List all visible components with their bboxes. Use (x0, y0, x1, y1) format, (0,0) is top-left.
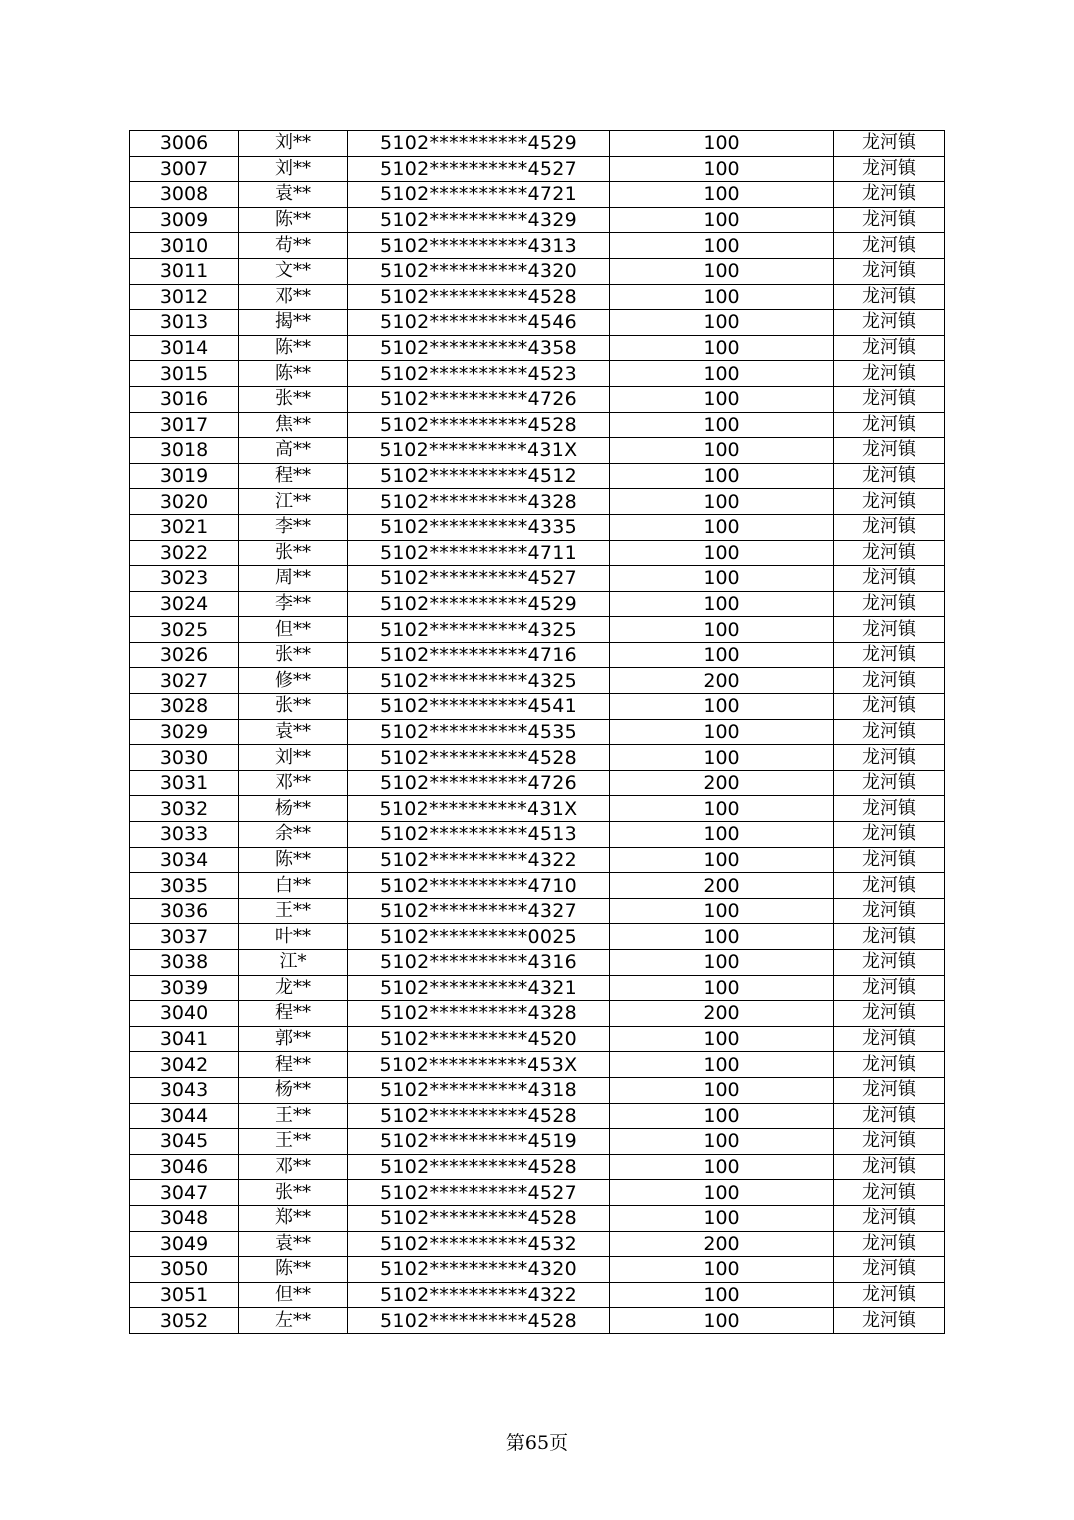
serial-number-cell: 3026 (130, 642, 239, 668)
page-number: 第65页 (505, 1432, 569, 1454)
table-row (130, 719, 945, 745)
town-cell: 龙河镇 (834, 694, 945, 720)
id-number-cell: 5102**********4328 (348, 489, 610, 515)
serial-number-cell: 3046 (130, 1154, 239, 1180)
serial-number-cell: 3051 (130, 1282, 239, 1308)
id-number-cell: 5102**********4329 (348, 207, 610, 233)
town-cell: 龙河镇 (834, 566, 945, 592)
amount-cell: 100 (610, 745, 834, 771)
serial-number-cell: 3015 (130, 361, 239, 387)
town-cell: 龙河镇 (834, 131, 945, 157)
town-cell: 龙河镇 (834, 514, 945, 540)
town-cell: 龙河镇 (834, 361, 945, 387)
table-row (130, 438, 945, 464)
table-row (130, 258, 945, 284)
amount-cell: 100 (610, 924, 834, 950)
table-row (130, 591, 945, 617)
amount-cell: 100 (610, 950, 834, 976)
amount-cell: 100 (610, 1180, 834, 1206)
amount-cell: 200 (610, 668, 834, 694)
id-number-cell: 5102**********4528 (348, 1308, 610, 1334)
name-cell: 江** (239, 489, 348, 515)
id-number-cell: 5102**********4335 (348, 514, 610, 540)
serial-number-cell: 3037 (130, 924, 239, 950)
id-number-cell: 5102**********4541 (348, 694, 610, 720)
serial-number-cell: 3024 (130, 591, 239, 617)
amount-cell: 100 (610, 540, 834, 566)
id-number-cell: 5102**********4527 (348, 156, 610, 182)
name-cell: 杨** (239, 796, 348, 822)
serial-number-cell: 3007 (130, 156, 239, 182)
amount-cell: 100 (610, 233, 834, 259)
name-cell: 苟** (239, 233, 348, 259)
table-row (130, 386, 945, 412)
name-cell: 张** (239, 642, 348, 668)
name-cell: 程** (239, 1052, 348, 1078)
table-row (130, 182, 945, 208)
table-row (130, 1282, 945, 1308)
id-number-cell: 5102**********4322 (348, 1282, 610, 1308)
amount-cell: 200 (610, 873, 834, 899)
serial-number-cell: 3033 (130, 822, 239, 848)
town-cell: 龙河镇 (834, 719, 945, 745)
town-cell: 龙河镇 (834, 463, 945, 489)
table-row (130, 1077, 945, 1103)
amount-cell: 100 (610, 591, 834, 617)
town-cell: 龙河镇 (834, 1077, 945, 1103)
amount-cell: 100 (610, 489, 834, 515)
table-row (130, 489, 945, 515)
roster-table (129, 130, 945, 1334)
table-row (130, 1129, 945, 1155)
town-cell: 龙河镇 (834, 1026, 945, 1052)
name-cell: 揭** (239, 310, 348, 336)
table-row (130, 668, 945, 694)
amount-cell: 100 (610, 566, 834, 592)
name-cell: 修** (239, 668, 348, 694)
name-cell: 程** (239, 1001, 348, 1027)
table-row (130, 617, 945, 643)
table-row (130, 822, 945, 848)
table-row (130, 847, 945, 873)
serial-number-cell: 3030 (130, 745, 239, 771)
id-number-cell: 5102**********4327 (348, 898, 610, 924)
amount-cell: 100 (610, 1103, 834, 1129)
name-cell: 刘** (239, 131, 348, 157)
table-row (130, 1001, 945, 1027)
table-row (130, 156, 945, 182)
serial-number-cell: 3028 (130, 694, 239, 720)
id-number-cell: 5102**********4726 (348, 770, 610, 796)
serial-number-cell: 3006 (130, 131, 239, 157)
serial-number-cell: 3039 (130, 975, 239, 1001)
town-cell: 龙河镇 (834, 489, 945, 515)
name-cell: 张** (239, 386, 348, 412)
name-cell: 邓** (239, 770, 348, 796)
id-number-cell: 5102**********4316 (348, 950, 610, 976)
town-cell: 龙河镇 (834, 745, 945, 771)
town-cell: 龙河镇 (834, 975, 945, 1001)
id-number-cell: 5102**********4528 (348, 745, 610, 771)
amount-cell: 100 (610, 438, 834, 464)
serial-number-cell: 3023 (130, 566, 239, 592)
name-cell: 但** (239, 1282, 348, 1308)
town-cell: 龙河镇 (834, 950, 945, 976)
name-cell: 张** (239, 694, 348, 720)
town-cell: 龙河镇 (834, 182, 945, 208)
serial-number-cell: 3038 (130, 950, 239, 976)
serial-number-cell: 3021 (130, 514, 239, 540)
amount-cell: 100 (610, 386, 834, 412)
table-row (130, 1103, 945, 1129)
id-number-cell: 5102**********4313 (348, 233, 610, 259)
id-number-cell: 5102**********4318 (348, 1077, 610, 1103)
amount-cell: 200 (610, 1001, 834, 1027)
name-cell: 江* (239, 950, 348, 976)
id-number-cell: 5102**********4528 (348, 412, 610, 438)
town-cell: 龙河镇 (834, 310, 945, 336)
serial-number-cell: 3027 (130, 668, 239, 694)
table-row (130, 694, 945, 720)
amount-cell: 100 (610, 310, 834, 336)
serial-number-cell: 3014 (130, 335, 239, 361)
name-cell: 邓** (239, 284, 348, 310)
table-row (130, 1231, 945, 1257)
serial-number-cell: 3052 (130, 1308, 239, 1334)
name-cell: 郭** (239, 1026, 348, 1052)
amount-cell: 100 (610, 258, 834, 284)
id-number-cell: 5102**********4325 (348, 668, 610, 694)
id-number-cell: 5102**********431X (348, 796, 610, 822)
name-cell: 袁** (239, 719, 348, 745)
name-cell: 王** (239, 1129, 348, 1155)
town-cell: 龙河镇 (834, 1103, 945, 1129)
amount-cell: 100 (610, 719, 834, 745)
town-cell: 龙河镇 (834, 258, 945, 284)
id-number-cell: 5102**********4528 (348, 1154, 610, 1180)
town-cell: 龙河镇 (834, 668, 945, 694)
id-number-cell: 5102**********4520 (348, 1026, 610, 1052)
table-row (130, 745, 945, 771)
id-number-cell: 5102**********4535 (348, 719, 610, 745)
amount-cell: 100 (610, 694, 834, 720)
town-cell: 龙河镇 (834, 591, 945, 617)
town-cell: 龙河镇 (834, 770, 945, 796)
amount-cell: 100 (610, 1154, 834, 1180)
id-number-cell: 5102**********4527 (348, 566, 610, 592)
name-cell: 王** (239, 898, 348, 924)
name-cell: 王** (239, 1103, 348, 1129)
id-number-cell: 5102**********4320 (348, 258, 610, 284)
id-number-cell: 5102**********4322 (348, 847, 610, 873)
serial-number-cell: 3011 (130, 258, 239, 284)
table-row (130, 1154, 945, 1180)
town-cell: 龙河镇 (834, 540, 945, 566)
name-cell: 焦** (239, 412, 348, 438)
table-row (130, 566, 945, 592)
serial-number-cell: 3034 (130, 847, 239, 873)
table-row (130, 1052, 945, 1078)
table-row (130, 1257, 945, 1283)
id-number-cell: 5102**********4721 (348, 182, 610, 208)
id-number-cell: 5102**********4528 (348, 1205, 610, 1231)
serial-number-cell: 3032 (130, 796, 239, 822)
table-row (130, 412, 945, 438)
serial-number-cell: 3016 (130, 386, 239, 412)
town-cell: 龙河镇 (834, 617, 945, 643)
town-cell: 龙河镇 (834, 873, 945, 899)
table-row (130, 924, 945, 950)
town-cell: 龙河镇 (834, 847, 945, 873)
town-cell: 龙河镇 (834, 796, 945, 822)
table-row (130, 463, 945, 489)
serial-number-cell: 3025 (130, 617, 239, 643)
id-number-cell: 5102**********431X (348, 438, 610, 464)
id-number-cell: 5102**********4523 (348, 361, 610, 387)
table-row (130, 975, 945, 1001)
serial-number-cell: 3022 (130, 540, 239, 566)
amount-cell: 100 (610, 361, 834, 387)
name-cell: 文** (239, 258, 348, 284)
amount-cell: 100 (610, 1257, 834, 1283)
amount-cell: 100 (610, 207, 834, 233)
town-cell: 龙河镇 (834, 1129, 945, 1155)
serial-number-cell: 3040 (130, 1001, 239, 1027)
name-cell: 周** (239, 566, 348, 592)
id-number-cell: 5102**********4726 (348, 386, 610, 412)
table-row (130, 950, 945, 976)
amount-cell: 100 (610, 412, 834, 438)
table-row (130, 873, 945, 899)
amount-cell: 100 (610, 822, 834, 848)
amount-cell: 100 (610, 514, 834, 540)
town-cell: 龙河镇 (834, 233, 945, 259)
id-number-cell: 5102**********453X (348, 1052, 610, 1078)
id-number-cell: 5102**********0025 (348, 924, 610, 950)
amount-cell: 100 (610, 1129, 834, 1155)
town-cell: 龙河镇 (834, 1180, 945, 1206)
town-cell: 龙河镇 (834, 1282, 945, 1308)
table-row (130, 131, 945, 157)
table-row (130, 1308, 945, 1334)
id-number-cell: 5102**********4546 (348, 310, 610, 336)
id-number-cell: 5102**********4513 (348, 822, 610, 848)
town-cell: 龙河镇 (834, 642, 945, 668)
serial-number-cell: 3048 (130, 1205, 239, 1231)
town-cell: 龙河镇 (834, 1001, 945, 1027)
table-row (130, 233, 945, 259)
name-cell: 高** (239, 438, 348, 464)
roster-table-body (130, 131, 945, 1334)
table-row (130, 335, 945, 361)
serial-number-cell: 3019 (130, 463, 239, 489)
name-cell: 刘** (239, 745, 348, 771)
serial-number-cell: 3010 (130, 233, 239, 259)
amount-cell: 100 (610, 182, 834, 208)
name-cell: 余** (239, 822, 348, 848)
name-cell: 但** (239, 617, 348, 643)
serial-number-cell: 3041 (130, 1026, 239, 1052)
town-cell: 龙河镇 (834, 412, 945, 438)
table-row (130, 540, 945, 566)
serial-number-cell: 3017 (130, 412, 239, 438)
id-number-cell: 5102**********4527 (348, 1180, 610, 1206)
amount-cell: 200 (610, 770, 834, 796)
town-cell: 龙河镇 (834, 822, 945, 848)
amount-cell: 100 (610, 642, 834, 668)
town-cell: 龙河镇 (834, 1154, 945, 1180)
amount-cell: 100 (610, 847, 834, 873)
amount-cell: 100 (610, 335, 834, 361)
id-number-cell: 5102**********4532 (348, 1231, 610, 1257)
serial-number-cell: 3047 (130, 1180, 239, 1206)
amount-cell: 100 (610, 156, 834, 182)
table-row (130, 514, 945, 540)
amount-cell: 100 (610, 1052, 834, 1078)
name-cell: 陈** (239, 361, 348, 387)
amount-cell: 100 (610, 796, 834, 822)
serial-number-cell: 3018 (130, 438, 239, 464)
town-cell: 龙河镇 (834, 1205, 945, 1231)
serial-number-cell: 3008 (130, 182, 239, 208)
id-number-cell: 5102**********4328 (348, 1001, 610, 1027)
amount-cell: 100 (610, 1026, 834, 1052)
town-cell: 龙河镇 (834, 284, 945, 310)
town-cell: 龙河镇 (834, 207, 945, 233)
table-row (130, 796, 945, 822)
name-cell: 白** (239, 873, 348, 899)
name-cell: 陈** (239, 335, 348, 361)
town-cell: 龙河镇 (834, 335, 945, 361)
town-cell: 龙河镇 (834, 386, 945, 412)
name-cell: 陈** (239, 847, 348, 873)
id-number-cell: 5102**********4710 (348, 873, 610, 899)
name-cell: 杨** (239, 1077, 348, 1103)
serial-number-cell: 3042 (130, 1052, 239, 1078)
name-cell: 刘** (239, 156, 348, 182)
id-number-cell: 5102**********4512 (348, 463, 610, 489)
table-row (130, 898, 945, 924)
name-cell: 龙** (239, 975, 348, 1001)
town-cell: 龙河镇 (834, 924, 945, 950)
amount-cell: 100 (610, 463, 834, 489)
name-cell: 李** (239, 591, 348, 617)
name-cell: 程** (239, 463, 348, 489)
table-row (130, 1180, 945, 1206)
id-number-cell: 5102**********4529 (348, 131, 610, 157)
id-number-cell: 5102**********4528 (348, 1103, 610, 1129)
id-number-cell: 5102**********4716 (348, 642, 610, 668)
table-row (130, 642, 945, 668)
amount-cell: 100 (610, 617, 834, 643)
id-number-cell: 5102**********4711 (348, 540, 610, 566)
serial-number-cell: 3020 (130, 489, 239, 515)
table-row (130, 207, 945, 233)
id-number-cell: 5102**********4321 (348, 975, 610, 1001)
amount-cell: 100 (610, 975, 834, 1001)
town-cell: 龙河镇 (834, 438, 945, 464)
table-row (130, 1205, 945, 1231)
table-row (130, 284, 945, 310)
amount-cell: 100 (610, 131, 834, 157)
town-cell: 龙河镇 (834, 1231, 945, 1257)
serial-number-cell: 3013 (130, 310, 239, 336)
amount-cell: 100 (610, 284, 834, 310)
amount-cell: 100 (610, 1077, 834, 1103)
name-cell: 陈** (239, 207, 348, 233)
amount-cell: 100 (610, 898, 834, 924)
name-cell: 邓** (239, 1154, 348, 1180)
serial-number-cell: 3035 (130, 873, 239, 899)
town-cell: 龙河镇 (834, 1052, 945, 1078)
serial-number-cell: 3049 (130, 1231, 239, 1257)
table-row (130, 1026, 945, 1052)
serial-number-cell: 3029 (130, 719, 239, 745)
name-cell: 张** (239, 540, 348, 566)
serial-number-cell: 3036 (130, 898, 239, 924)
id-number-cell: 5102**********4529 (348, 591, 610, 617)
table-row (130, 770, 945, 796)
id-number-cell: 5102**********4325 (348, 617, 610, 643)
name-cell: 袁** (239, 182, 348, 208)
amount-cell: 100 (610, 1282, 834, 1308)
serial-number-cell: 3031 (130, 770, 239, 796)
name-cell: 袁** (239, 1231, 348, 1257)
serial-number-cell: 3045 (130, 1129, 239, 1155)
town-cell: 龙河镇 (834, 1308, 945, 1334)
name-cell: 左** (239, 1308, 348, 1334)
id-number-cell: 5102**********4519 (348, 1129, 610, 1155)
name-cell: 叶** (239, 924, 348, 950)
amount-cell: 200 (610, 1231, 834, 1257)
amount-cell: 100 (610, 1205, 834, 1231)
id-number-cell: 5102**********4528 (348, 284, 610, 310)
town-cell: 龙河镇 (834, 156, 945, 182)
name-cell: 李** (239, 514, 348, 540)
table-row (130, 361, 945, 387)
name-cell: 陈** (239, 1257, 348, 1283)
id-number-cell: 5102**********4320 (348, 1257, 610, 1283)
serial-number-cell: 3044 (130, 1103, 239, 1129)
serial-number-cell: 3050 (130, 1257, 239, 1283)
name-cell: 张** (239, 1180, 348, 1206)
amount-cell: 100 (610, 1308, 834, 1334)
serial-number-cell: 3012 (130, 284, 239, 310)
town-cell: 龙河镇 (834, 898, 945, 924)
table-row (130, 310, 945, 336)
town-cell: 龙河镇 (834, 1257, 945, 1283)
name-cell: 郑** (239, 1205, 348, 1231)
serial-number-cell: 3043 (130, 1077, 239, 1103)
serial-number-cell: 3009 (130, 207, 239, 233)
id-number-cell: 5102**********4358 (348, 335, 610, 361)
